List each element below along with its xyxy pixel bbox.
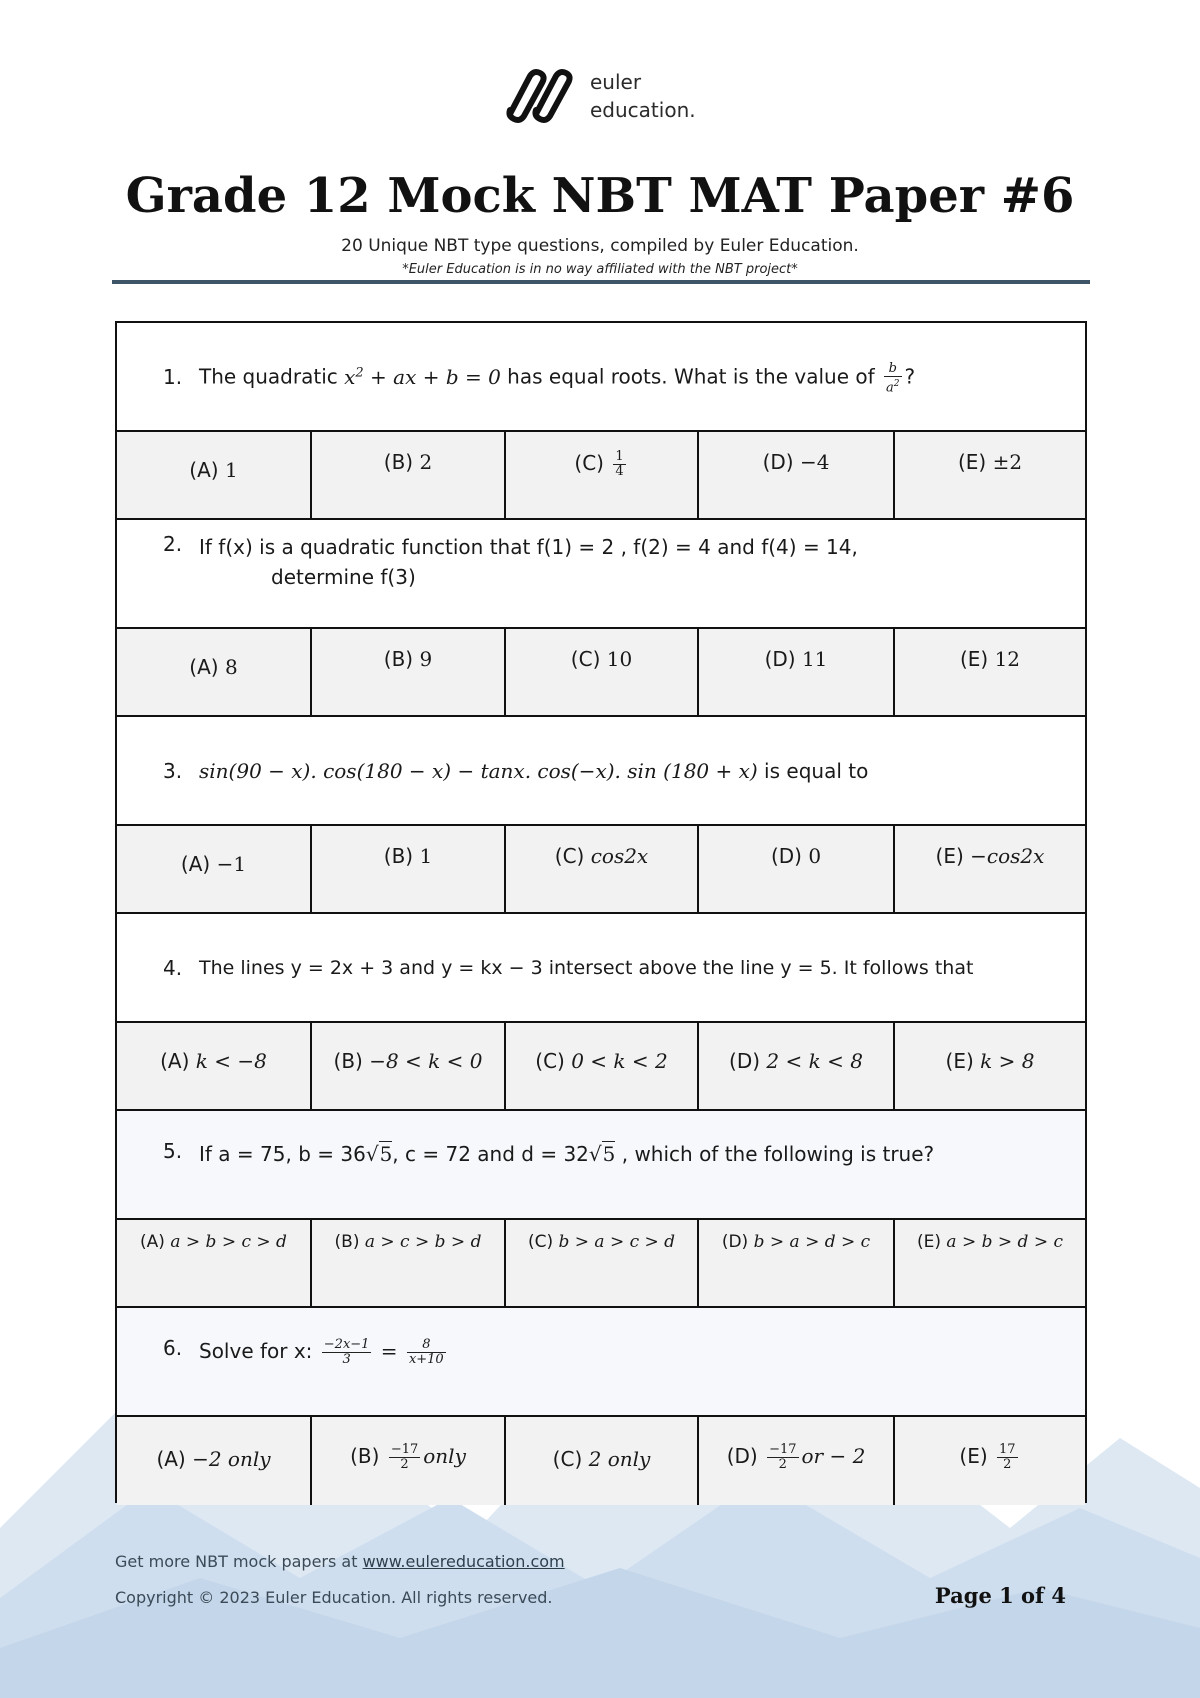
option-d[interactable]: (D) b > a > d > c xyxy=(699,1220,895,1306)
answer-row-2 xyxy=(117,629,1085,717)
question-text: If a = 75, b = 36√5, c = 72 and d = 32√5 , which of the following is true? xyxy=(199,1142,935,1166)
option-c[interactable]: (C) cos2x xyxy=(506,826,699,912)
option-c[interactable]: (C) 0 < k < 2 xyxy=(506,1023,699,1109)
option-d[interactable]: (D) $\frac{-17}{2}$ or − 2 xyxy=(699,1417,895,1505)
answer-row-1 xyxy=(117,432,1085,520)
option-c[interactable]: (C) 10 xyxy=(506,629,699,715)
option-e[interactable]: (E) a > b > d > c xyxy=(917,1232,1063,1252)
question-table xyxy=(115,321,1087,1503)
option-c[interactable]: (C) b > a > c > d xyxy=(506,1220,699,1306)
option-a[interactable]: (A) 1 xyxy=(117,432,312,518)
website-link[interactable]: www.eulereducation.com xyxy=(362,1552,565,1571)
logo-word-euler: euler xyxy=(590,70,642,94)
question-text: Solve for x: $\frac{-2x-1}{3}$ = $\frac{8}{x+10}$ xyxy=(199,1337,444,1367)
logo-word-education: education. xyxy=(590,98,696,122)
question-text: The lines y = 2x + 3 and y = kx − 3 intersect above the line y = 5. It follows that xyxy=(199,956,974,979)
option-b[interactable]: (B) 9 xyxy=(312,629,506,715)
question-text: sin(90 − x). cos(180 − x) − tanx. cos(−x). sin (180 + x) is equal to xyxy=(199,758,869,783)
page-title: Grade 12 Mock NBT MAT Paper #6 xyxy=(125,168,1075,224)
option-d[interactable]: (D) 0 xyxy=(699,826,895,912)
logo-mark-icon xyxy=(500,66,584,126)
question-text: If f(x) is a quadratic function that f(1) = 2 , f(2) = 4 and f(4) = 14, determine f(3) xyxy=(199,535,858,589)
disclaimer: *Euler Education is in no way affiliated with the NBT project* xyxy=(402,262,798,277)
option-e[interactable]: (E) ±2 xyxy=(957,450,1023,474)
answer-row-4 xyxy=(117,1023,1085,1111)
option-e[interactable]: (E) 12 xyxy=(959,647,1021,671)
answer-row-3 xyxy=(117,826,1085,914)
copyright: Copyright © 2023 Euler Education. All rights reserved. xyxy=(115,1588,553,1607)
fraction-rhs: $\frac{8}{x+10}$ xyxy=(408,1337,444,1367)
option-a[interactable]: (A) k < −8 xyxy=(117,1023,312,1109)
question-5 xyxy=(117,1111,1085,1220)
fraction-lhs: $\frac{-2x-1}{3}$ xyxy=(323,1337,370,1367)
option-d[interactable]: (D) 2 < k < 8 xyxy=(699,1023,895,1109)
question-number: 4. xyxy=(163,955,183,980)
fraction: $\frac{b}{a^2}$ xyxy=(886,360,900,395)
option-a[interactable]: (A) −1 xyxy=(117,826,312,912)
question-number: 1. xyxy=(163,364,183,389)
footer-promo: Get more NBT mock papers at www.eulereducation.com xyxy=(115,1552,565,1571)
answer-row-6 xyxy=(117,1417,1085,1505)
page-number: Page 1 of 4 xyxy=(934,1583,1066,1608)
question-number: 2. xyxy=(163,532,183,556)
option-a[interactable]: (A) a > b > c > d xyxy=(117,1220,312,1306)
option-b[interactable]: (B) 2 xyxy=(312,432,506,518)
question-number: 6. xyxy=(163,1336,183,1360)
answer-row-5 xyxy=(117,1220,1085,1308)
option-d[interactable]: (D) 11 xyxy=(699,629,895,715)
question-1 xyxy=(117,323,1085,432)
equation: $x^2$ + ax + b = 0 xyxy=(344,364,501,389)
option-b[interactable]: (B) $\frac{-17}{2}$ only xyxy=(312,1417,506,1505)
question-4 xyxy=(117,914,1085,1023)
header-divider xyxy=(112,280,1090,284)
option-c[interactable]: (C) 2 only xyxy=(506,1417,699,1505)
euler-education-logo xyxy=(500,66,710,126)
question-number: 5. xyxy=(163,1139,183,1163)
option-b[interactable]: (B) 1 xyxy=(312,826,506,912)
option-e[interactable]: (E) −cos2x xyxy=(935,844,1045,868)
question-2 xyxy=(117,520,1085,629)
question-text: The quadratic $x^2$ + ax + b = 0 has equal roots. What is the value of $\frac{b}{a^2}$ ? xyxy=(199,360,916,395)
option-c[interactable]: (C) $\frac{1}{4}$ xyxy=(506,432,699,518)
option-b[interactable]: (B) a > c > b > d xyxy=(312,1220,506,1306)
option-e[interactable]: (E) $\frac{17}{2}$ xyxy=(959,1442,1016,1472)
question-3 xyxy=(117,717,1085,826)
option-a[interactable]: (A) −2 only xyxy=(117,1417,312,1505)
option-a[interactable]: (A) 8 xyxy=(117,629,312,715)
question-6 xyxy=(117,1308,1085,1417)
question-number: 3. xyxy=(163,758,183,783)
option-d[interactable]: (D) −4 xyxy=(699,432,895,518)
option-e[interactable]: (E) k > 8 xyxy=(945,1049,1035,1073)
option-b[interactable]: (B) −8 < k < 0 xyxy=(312,1023,506,1109)
subtitle: 20 Unique NBT type questions, compiled by Euler Education. xyxy=(341,236,859,256)
